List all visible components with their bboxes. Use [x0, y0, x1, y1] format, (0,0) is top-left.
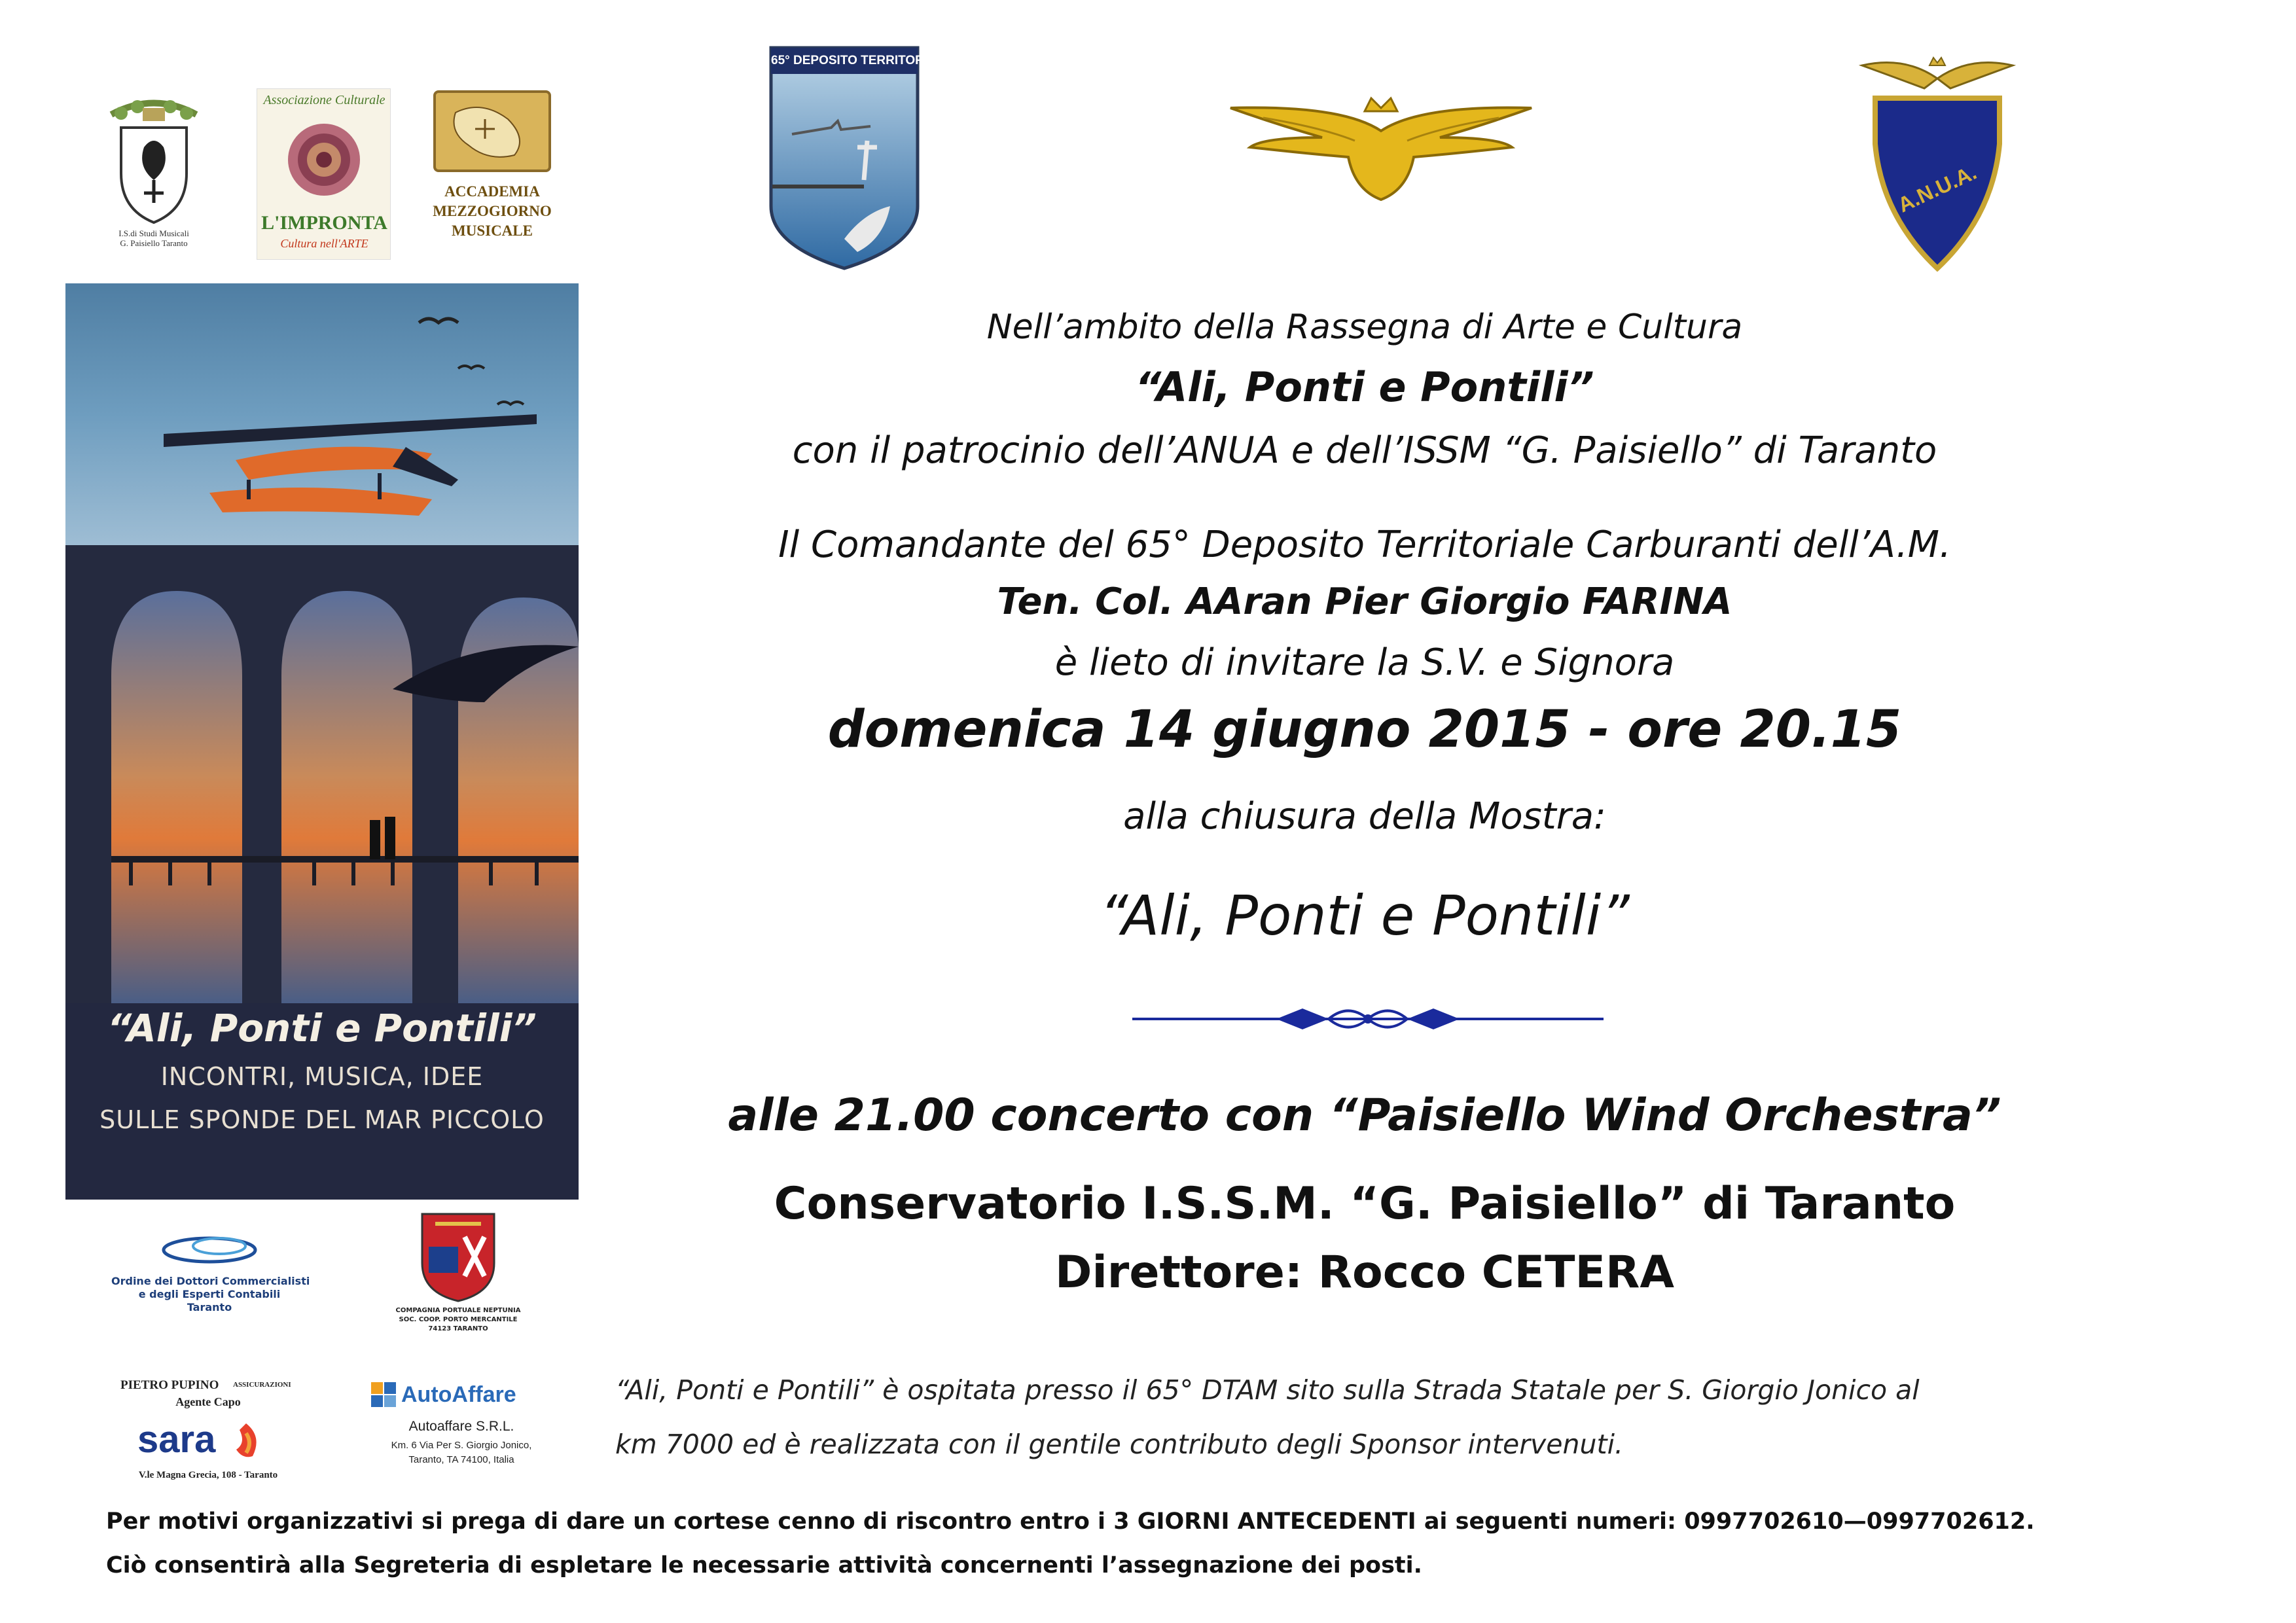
neptunia-crest-icon [416, 1211, 501, 1302]
anua-text: A.N.U.A. [1894, 160, 1981, 217]
pupino-name: PIETRO PUPINO [120, 1378, 219, 1392]
ordine-swirl-icon [157, 1230, 262, 1270]
autoaffare-logo [363, 1373, 560, 1491]
autoaffare-squares-icon [371, 1382, 397, 1408]
sara-flame-icon [226, 1420, 266, 1461]
issm-logo [92, 95, 216, 252]
exhibition-poster [65, 283, 579, 1200]
neptunia-line-1: COMPAGNIA PORTUALE NEPTUNIA [395, 1307, 521, 1314]
accademia-name-1: ACCADEMIA [444, 183, 540, 200]
ornament-divider [1132, 999, 1604, 1039]
footer-line-2: Ciò consentirà alla Segreteria di espletare le necessarie attività concernenti l’assegnazione dei posti. [106, 1552, 1422, 1578]
pupino-agente: Agente Capo [175, 1395, 241, 1408]
issm-caption-2: G. Paisiello Taranto [120, 238, 188, 248]
deposito-shield-logo [766, 43, 953, 272]
neptunia-logo [393, 1211, 524, 1342]
ordine-line-3: Taranto [187, 1301, 232, 1313]
impronta-logo [257, 88, 391, 260]
neptunia-line-3: 74123 TARANTO [428, 1325, 488, 1332]
aeronautica-eagle-logo [1224, 92, 1538, 203]
host-name-line: Ten. Col. AAran Pier Giorgio FARINA [997, 580, 1732, 623]
footer-line-1: Per motivi organizzativi si prega di dare un cortese cenno di riscontro entro i 3 GIORNI ANTECEDENTI ai seguenti numeri: 0997702610—0997702612. [106, 1508, 2035, 1535]
concert-line: alle 21.00 concerto con “Paisiello Wind Orchestra” [728, 1090, 2001, 1141]
host-role-line: Il Comandante del 65° Deposito Territoriale Carburanti dell’A.M. [778, 524, 1951, 566]
issm-caption-1: I.S.di Studi Musicali [118, 228, 189, 238]
patronage-line: con il patrocinio dell’ANUA e dell’ISSM “G. Paisiello” di Taranto [792, 429, 1937, 472]
autoaffare-wordmark: AutoAffare [401, 1382, 516, 1407]
ordine-line-1: Ordine dei Dottori Commercialisti [111, 1275, 310, 1287]
closing-line: alla chiusura della Mostra: [1123, 795, 1606, 838]
pupino-address: V.le Magna Grecia, 108 - Taranto [138, 1470, 278, 1480]
autoaffare-name: Autoaffare S.R.L. [408, 1419, 514, 1434]
poster-subtitle-1: INCONTRI, MUSICA, IDEE [160, 1062, 484, 1091]
accademia-map-icon [433, 90, 551, 172]
neptunia-line-2: SOC. COOP. PORTO MERCANTILE [399, 1316, 518, 1323]
ordine-commercialisti-logo [111, 1230, 308, 1315]
invite-line: è lieto di invitare la S.V. e Signora [1054, 641, 1675, 684]
pupino-assicurazioni: ASSICURAZIONI [233, 1381, 291, 1389]
poster-subtitle-2: SULLE SPONDE DEL MAR PICCOLO [99, 1105, 545, 1134]
sponsor-note-line-2: km 7000 ed è realizzata con il gentile contributo degli Sponsor intervenuti. [615, 1429, 1624, 1460]
accademia-name-3: MUSICALE [452, 223, 533, 239]
series-title: “Ali, Ponti e Pontili” [1135, 363, 1594, 411]
coat-of-arms-icon [92, 95, 216, 226]
exhibition-title: “Ali, Ponti e Pontili” [1100, 883, 1630, 948]
ordine-line-2: e degli Esperti Contabili [138, 1288, 281, 1300]
accademia-logo [427, 90, 558, 260]
impronta-top: Associazione Culturale [263, 93, 386, 107]
conservatory-line: Conservatorio I.S.S.M. “G. Paisiello” di Taranto [774, 1178, 1956, 1230]
deposito-title: 65° DEPOSITO TERRITORIALE [771, 54, 953, 67]
autoaffare-address-1: Km. 6 Via Per S. Giorgio Jonico, [391, 1440, 532, 1451]
impronta-name: L'IMPRONTA [261, 212, 387, 234]
sponsor-note-line-1: “Ali, Ponti e Pontili” è ospitata presso il 65° DTAM sito sulla Strada Statale per S. Giorgio Jonico al [615, 1374, 1920, 1406]
impronta-tag: Cultura nell'ARTE [280, 237, 368, 250]
poster-title: “Ali, Ponti e Pontili” [107, 1006, 537, 1050]
anua-logo [1859, 52, 2016, 272]
date-time-line: domenica 14 giugno 2015 - ore 20.15 [827, 700, 1902, 759]
director-line: Direttore: Rocco CETERA [1055, 1247, 1674, 1298]
shield-icon [766, 43, 953, 272]
eagle-icon [1224, 92, 1538, 203]
autoaffare-address-2: Taranto, TA 74100, Italia [408, 1454, 514, 1465]
shell-icon [283, 114, 365, 205]
intro-line: Nell’ambito della Rassegna di Arte e Cultura [986, 308, 1743, 347]
sara-brand: sara [137, 1418, 216, 1461]
accademia-name-2: MEZZOGIORNO [433, 203, 552, 219]
pupino-sara-logo [110, 1373, 306, 1491]
